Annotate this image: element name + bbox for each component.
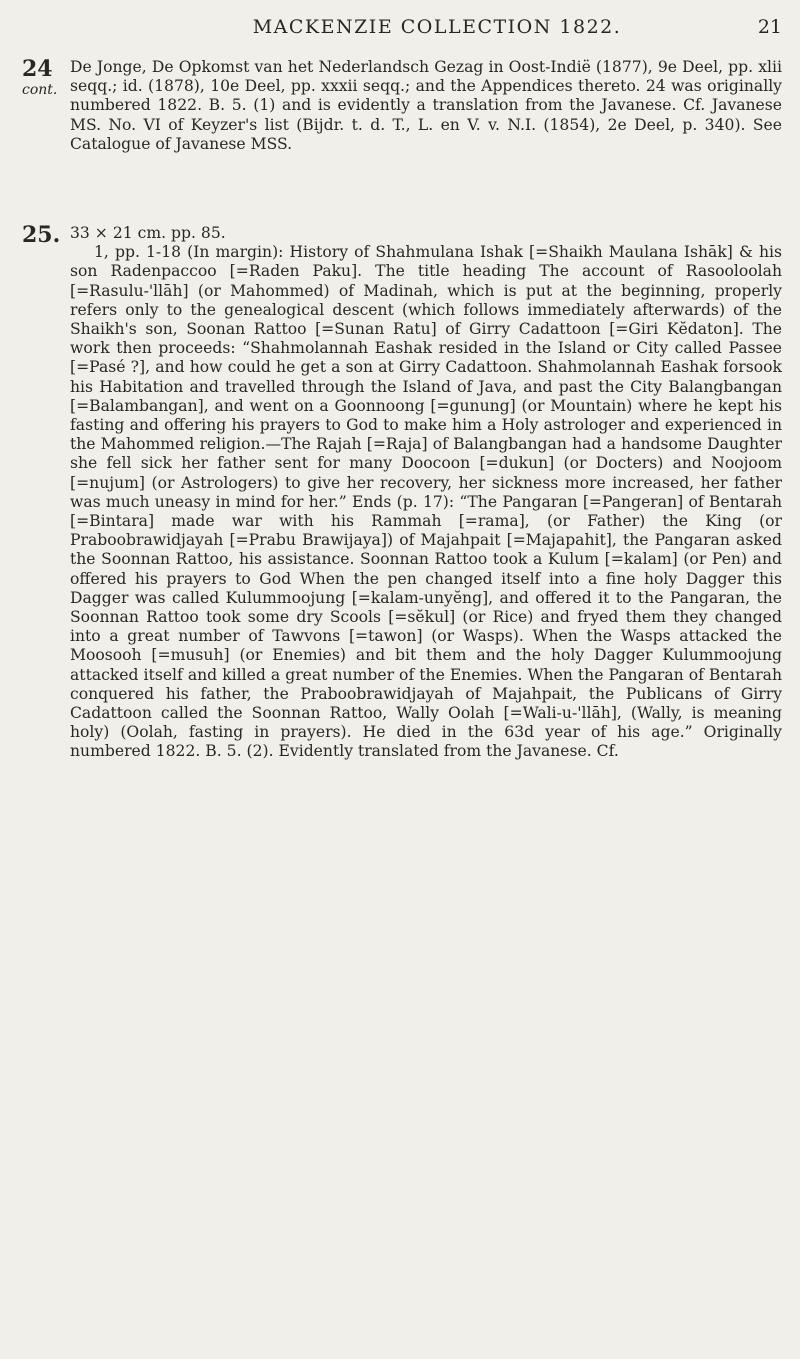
catalogue-entry-24 <box>22 58 782 154</box>
running-title: MACKENZIE COLLECTION 1822. <box>252 16 622 38</box>
entry-number: 24 <box>22 56 53 82</box>
running-header <box>112 16 782 38</box>
catalogue-entry-25 <box>22 224 782 762</box>
page-number: 21 <box>757 16 782 38</box>
entry-number: 25. <box>22 222 61 248</box>
entry-text: 1, pp. 1-18 (In margin): History of Shahmulana Ishak [=Shaikh Maulana Ishāk] & his son Radenpaccoo [=Raden Paku]. The title heading The account of Rasooloolah [=Rasulu-'llāh] (or Mahommed) of Madinah, which is put at the beginning, properly refers only to the genealogical descent (which follows immediately afterwards) of the Shaikh's son, Soonan Rattoo [=Sunan Ratu] of Girry Cadattoon [=Giri Kĕdaton]. The work then proceeds: “Shahmolannah Eashak resided in the Island or City called Passee [=Pasé ?], and how could he get a son at Girry Cadattoon. Shahmolannah Eashak forsook his Habitation and travelled through the Island of Java, and past the City Balangbangan [=Balambangan], and went on a Goonnoong [=gunung] (or Mountain) where he kept his fasting and offering his prayers to God to make him a Holy astrologer and experienced in the Mahommed religion.—The Rajah [=Raja] of Balangbangan had a handsome Daughter she fell sick her father sent for many Doocoon [=dukun] (or Docters) and Noojoom [=nujum] (or Astrologers) to give her recovery, her sickness more increased, her father was much uneasy in mind for her.” Ends (p. 17): “The Pangaran [=Pangeran] of Bentarah [=Bintara] made war with his Rammah [=rama], (or Father) the King (or Praboobrawidjayah [=Prabu Brawijaya]) of Majahpait [=Majapahit], the Pangaran asked the Soonnan Rattoo, his assistance. Soonnan Rattoo took a Kulum [=kalam] (or Pen) and offered his prayers to God When the pen changed itself into a fine holy Dagger this Dagger was called Kulummoojung [=kalam-unyĕng], and offered it to the Pangaran, the Soonnan Rattoo took some dry Scools [=sĕkul] (or Rice) and fryed them they changed into a great number of Tawvons [=tawon] (or Wasps). When the Wasps attacked the Moosooh [=musuh] (or Enemies) and bit them and the holy Dagger Kulummoojung attacked itself and killed a great number of the Enemies. When the Pangaran of Bentarah conquered his father, the Praboobrawidjayah of Majahpait, the Publicans of Girry Cadattoon called the Soonnan Rattoo, Wally Oolah [=Wali-u-'llāh], (Wally, is meaning holy) (Oolah, fasting in prayers). He died in the 63d year of his age.” Originally numbered 1822. B. 5. (2). Evidently translated from the Javanese. Cf. <box>70 243 782 761</box>
entry-dimensions: 33 × 21 cm. pp. 85. <box>70 224 226 242</box>
continued-label: cont. <box>22 82 58 98</box>
entry-text: De Jonge, De Opkomst van het Nederlandsch Gezag in Oost-Indië (1877), 9e Deel, pp. xlii seqq.; id. (1878), 10e Deel, pp. xxxii seqq.; and the Appendices thereto. 24 was originally numbered 1822. B. 5. (1) and is evidently a translation from the Javanese. Cf. Javanese MS. No. VI of Keyzer's list (Bijdr. t. d. T., L. en V. v. N.I. (1854), 2e Deel, p. 340). See Catalogue of Javanese MSS. <box>70 58 782 153</box>
